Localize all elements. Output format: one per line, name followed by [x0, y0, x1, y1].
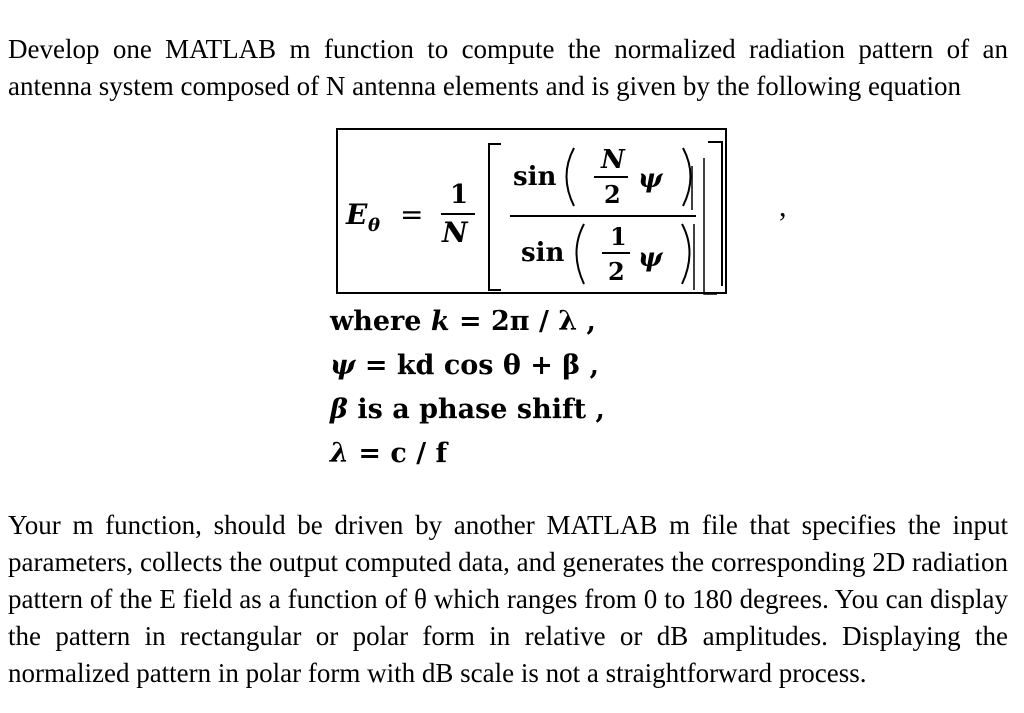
intro-paragraph: Develop one MATLAB m function to compute the normalized radiation pattern of an antenna system composed of N antenna elements and is given by the following equation [8, 34, 1008, 101]
def-expr: = kd cos θ + β , [355, 350, 600, 381]
definition-line [330, 432, 750, 476]
num-sin: sin [513, 162, 557, 192]
def-prefix: where [330, 306, 431, 337]
def-expr: = c / f [348, 438, 448, 469]
den-frac-bot: 2 [608, 257, 625, 286]
num-frac-top: N [601, 145, 625, 175]
den-psi: ψ [638, 243, 663, 273]
right-bracket [708, 142, 722, 286]
equation-box [336, 128, 727, 294]
num-paren-left [567, 148, 575, 206]
left-bracket [489, 144, 501, 290]
definition-line [330, 300, 750, 344]
num-paren-right [683, 148, 691, 206]
definition-line [330, 344, 750, 388]
definition-line [330, 388, 750, 432]
num-frac-bot: 2 [604, 180, 621, 209]
outro-paragraph: Your m function, should be driven by another MATLAB m file that specifies the input parameters, collects the output computed data, and generates the corresponding 2D radiation pattern of the E field as a function of θ which ranges from 0 to 180 degrees. You can display the pattern in rectangular or polar form in relative or dB amplitudes. Displaying the normalized pattern in polar form with dB scale is not a straightforward process. [8, 510, 1008, 688]
eq-lhs-sub: θ [368, 215, 381, 236]
def-var: β [330, 394, 348, 425]
num-psi: ψ [638, 164, 663, 194]
den-paren-left [577, 224, 585, 284]
den-frac-top: 1 [610, 222, 627, 251]
den-paren-right [682, 224, 690, 284]
eq-coef-num: 1 [450, 180, 469, 210]
right-bracket-inner [704, 158, 717, 294]
def-expr: is a phase shift , [347, 394, 605, 425]
eq-lhs: E [346, 198, 368, 231]
def-var: k [430, 306, 450, 337]
eq-equals: = [400, 198, 424, 231]
def-var: λ [330, 438, 349, 469]
definitions [330, 300, 750, 476]
radiation-pattern-equation [338, 130, 729, 296]
def-var: ψ [330, 350, 356, 381]
equation-trailing-comma: , [779, 190, 787, 223]
def-expr: = 2π / λ , [449, 306, 596, 337]
eq-coef-den: N [442, 216, 468, 249]
den-sin: sin [521, 238, 565, 268]
